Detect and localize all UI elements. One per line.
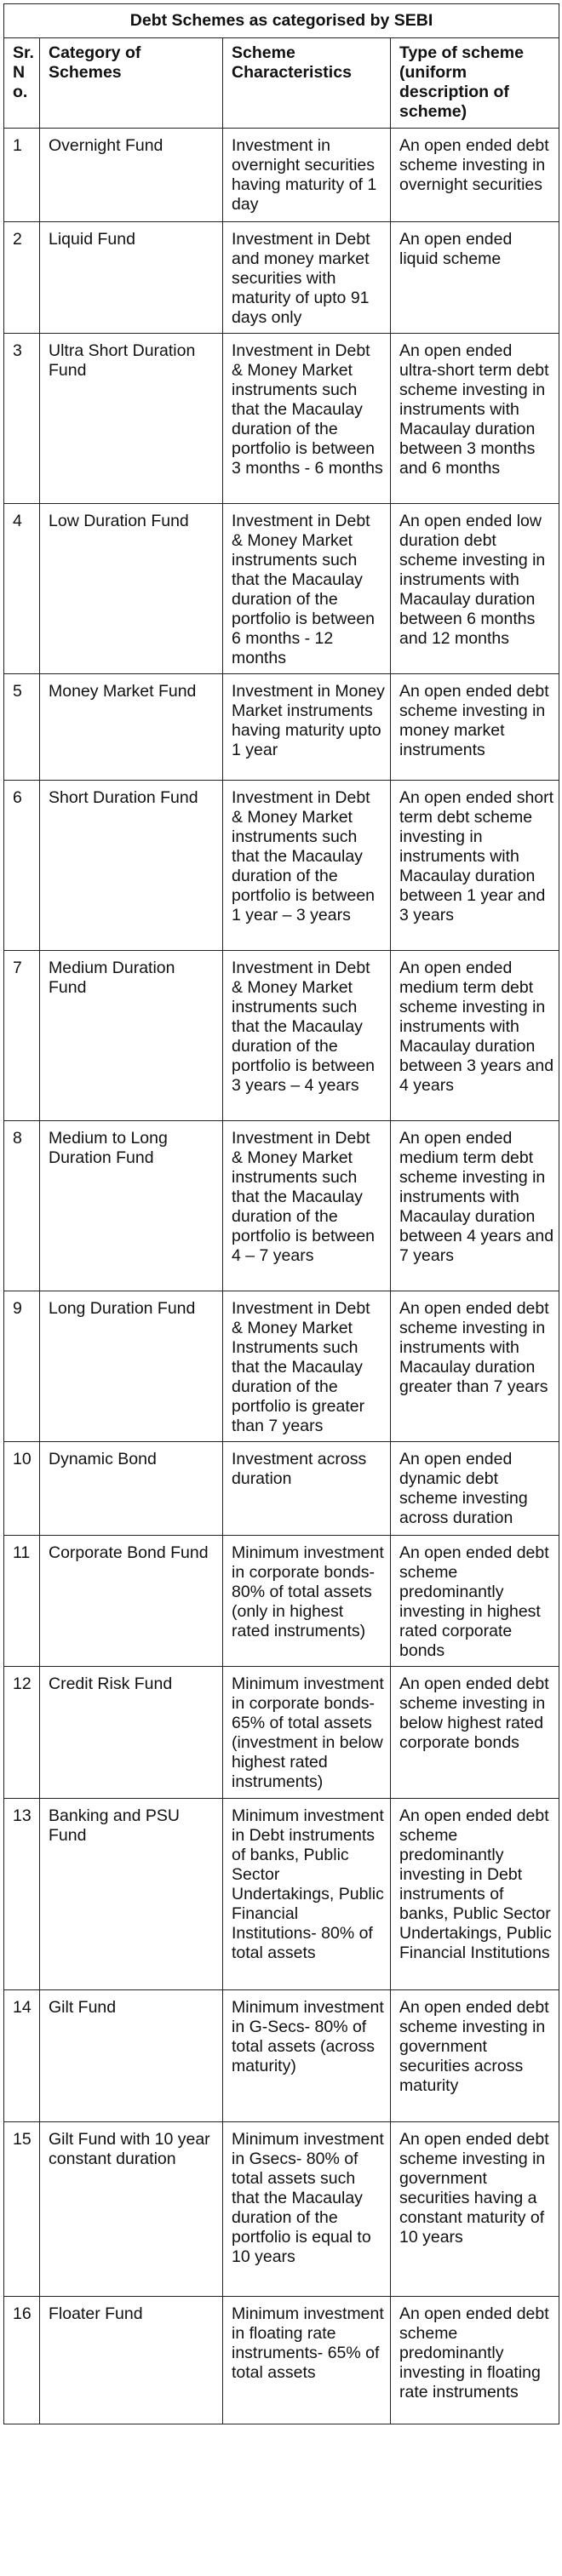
header-type: Type of scheme (uniform description of scheme) — [391, 38, 559, 129]
cell-type: An open ended ultra-short term debt scheme investing in instruments with Macaulay duration between 3 months and 6 months — [391, 334, 559, 504]
cell-sr-no: 11 — [4, 1536, 40, 1667]
table-row — [4, 1799, 559, 1990]
table-title: Debt Schemes as categorised by SEBI — [4, 4, 559, 38]
table-row — [4, 2297, 559, 2424]
table-row — [4, 504, 559, 674]
cell-type: An open ended debt scheme investing in government securities having a constant maturity of 10 years — [391, 2122, 559, 2297]
cell-characteristics: Minimum investment in Gsecs- 80% of total assets such that the Macaulay duration of the portfolio is equal to 10 years — [223, 2122, 391, 2297]
cell-characteristics: Investment in Debt & Money Market Instruments such that the Macaulay duration of the portfolio is greater than 7 years — [223, 1291, 391, 1442]
cell-category: Floater Fund — [40, 2297, 223, 2424]
cell-characteristics: Minimum investment in Debt instruments of banks, Public Sector Undertakings, Public Financial Institutions- 80% of total assets — [223, 1799, 391, 1990]
header-sr-no: Sr. No. — [4, 38, 40, 129]
cell-category: Dynamic Bond — [40, 1442, 223, 1536]
cell-characteristics: Minimum investment in G-Secs- 80% of total assets (across maturity) — [223, 1990, 391, 2122]
cell-characteristics: Investment in Debt & Money Market instruments such that the Macaulay duration of the portfolio is between 3 years – 4 years — [223, 951, 391, 1121]
cell-type: An open ended debt scheme predominantly investing in floating rate instruments — [391, 2297, 559, 2424]
cell-category: Banking and PSU Fund — [40, 1799, 223, 1990]
table-row — [4, 222, 559, 334]
table-row — [4, 1442, 559, 1536]
cell-type: An open ended debt scheme investing in below highest rated corporate bonds — [391, 1667, 559, 1799]
cell-characteristics: Investment in overnight securities having maturity of 1 day — [223, 129, 391, 222]
cell-sr-no: 8 — [4, 1121, 40, 1291]
cell-sr-no: 14 — [4, 1990, 40, 2122]
cell-type: An open ended medium term debt scheme investing in instruments with Macaulay duration between 4 years and 7 years — [391, 1121, 559, 1291]
table-row — [4, 334, 559, 504]
cell-sr-no: 12 — [4, 1667, 40, 1799]
cell-characteristics: Investment in Debt & Money Market instruments such that the Macaulay duration of the portfolio is between 6 months - 12 months — [223, 504, 391, 674]
cell-sr-no: 6 — [4, 781, 40, 951]
table-row — [4, 1990, 559, 2122]
cell-sr-no: 4 — [4, 504, 40, 674]
header-characteristics: Scheme Characteristics — [223, 38, 391, 129]
table-row — [4, 1291, 559, 1442]
cell-characteristics: Minimum investment in corporate bonds- 80% of total assets (only in highest rated instruments) — [223, 1536, 391, 1667]
table-row — [4, 951, 559, 1121]
cell-category: Medium Duration Fund — [40, 951, 223, 1121]
cell-category: Low Duration Fund — [40, 504, 223, 674]
cell-sr-no: 13 — [4, 1799, 40, 1990]
cell-characteristics: Investment in Debt & Money Market instruments such that the Macaulay duration of the portfolio is between 1 year – 3 years — [223, 781, 391, 951]
cell-characteristics: Minimum investment in floating rate instruments- 65% of total assets — [223, 2297, 391, 2424]
cell-sr-no: 2 — [4, 222, 40, 334]
cell-type: An open ended debt scheme investing in overnight securities — [391, 129, 559, 222]
table-row — [4, 1667, 559, 1799]
cell-sr-no: 1 — [4, 129, 40, 222]
cell-characteristics: Minimum investment in corporate bonds- 65% of total assets (investment in below highest rated instruments) — [223, 1667, 391, 1799]
cell-category: Liquid Fund — [40, 222, 223, 334]
debt-schemes-table — [3, 3, 559, 2424]
cell-sr-no: 3 — [4, 334, 40, 504]
cell-type: An open ended debt scheme investing in money market instruments — [391, 674, 559, 781]
cell-type: An open ended dynamic debt scheme investing across duration — [391, 1442, 559, 1536]
cell-type: An open ended short term debt scheme investing in instruments with Macaulay duration between 1 year and 3 years — [391, 781, 559, 951]
table-row — [4, 1121, 559, 1291]
cell-type: An open ended medium term debt scheme investing in instruments with Macaulay duration between 3 years and 4 years — [391, 951, 559, 1121]
cell-type: An open ended debt scheme investing in instruments with Macaulay duration greater than 7 years — [391, 1291, 559, 1442]
table-row — [4, 781, 559, 951]
cell-category: Money Market Fund — [40, 674, 223, 781]
cell-type: An open ended debt scheme investing in government securities across maturity — [391, 1990, 559, 2122]
cell-category: Ultra Short Duration Fund — [40, 334, 223, 504]
cell-category: Gilt Fund — [40, 1990, 223, 2122]
table-row — [4, 2122, 559, 2297]
cell-type: An open ended liquid scheme — [391, 222, 559, 334]
table-row — [4, 1536, 559, 1667]
cell-category: Short Duration Fund — [40, 781, 223, 951]
cell-sr-no: 5 — [4, 674, 40, 781]
table-row — [4, 129, 559, 222]
table-header-row — [4, 38, 559, 129]
cell-characteristics: Investment in Debt and money market securities with maturity of upto 91 days only — [223, 222, 391, 334]
cell-category: Medium to Long Duration Fund — [40, 1121, 223, 1291]
cell-characteristics: Investment in Debt & Money Market instruments such that the Macaulay duration of the portfolio is between 3 months - 6 months — [223, 334, 391, 504]
header-category: Category of Schemes — [40, 38, 223, 129]
cell-type: An open ended debt scheme predominantly investing in highest rated corporate bonds — [391, 1536, 559, 1667]
cell-category: Long Duration Fund — [40, 1291, 223, 1442]
cell-sr-no: 15 — [4, 2122, 40, 2297]
cell-category: Overnight Fund — [40, 129, 223, 222]
cell-type: An open ended low duration debt scheme investing in instruments with Macaulay duration between 6 months and 12 months — [391, 504, 559, 674]
cell-sr-no: 9 — [4, 1291, 40, 1442]
cell-category: Gilt Fund with 10 year constant duration — [40, 2122, 223, 2297]
cell-characteristics: Investment in Debt & Money Market instruments such that the Macaulay duration of the portfolio is between 4 – 7 years — [223, 1121, 391, 1291]
cell-type: An open ended debt scheme predominantly investing in Debt instruments of banks, Public Sector Undertakings, Public Financial Institutions — [391, 1799, 559, 1990]
table-title-row — [4, 4, 559, 38]
cell-characteristics: Investment across duration — [223, 1442, 391, 1536]
cell-category: Corporate Bond Fund — [40, 1536, 223, 1667]
cell-sr-no: 7 — [4, 951, 40, 1121]
cell-sr-no: 16 — [4, 2297, 40, 2424]
cell-sr-no: 10 — [4, 1442, 40, 1536]
cell-characteristics: Investment in Money Market instruments having maturity upto 1 year — [223, 674, 391, 781]
table-body — [4, 129, 559, 2424]
table-row — [4, 674, 559, 781]
document-page — [3, 3, 559, 2424]
cell-category: Credit Risk Fund — [40, 1667, 223, 1799]
